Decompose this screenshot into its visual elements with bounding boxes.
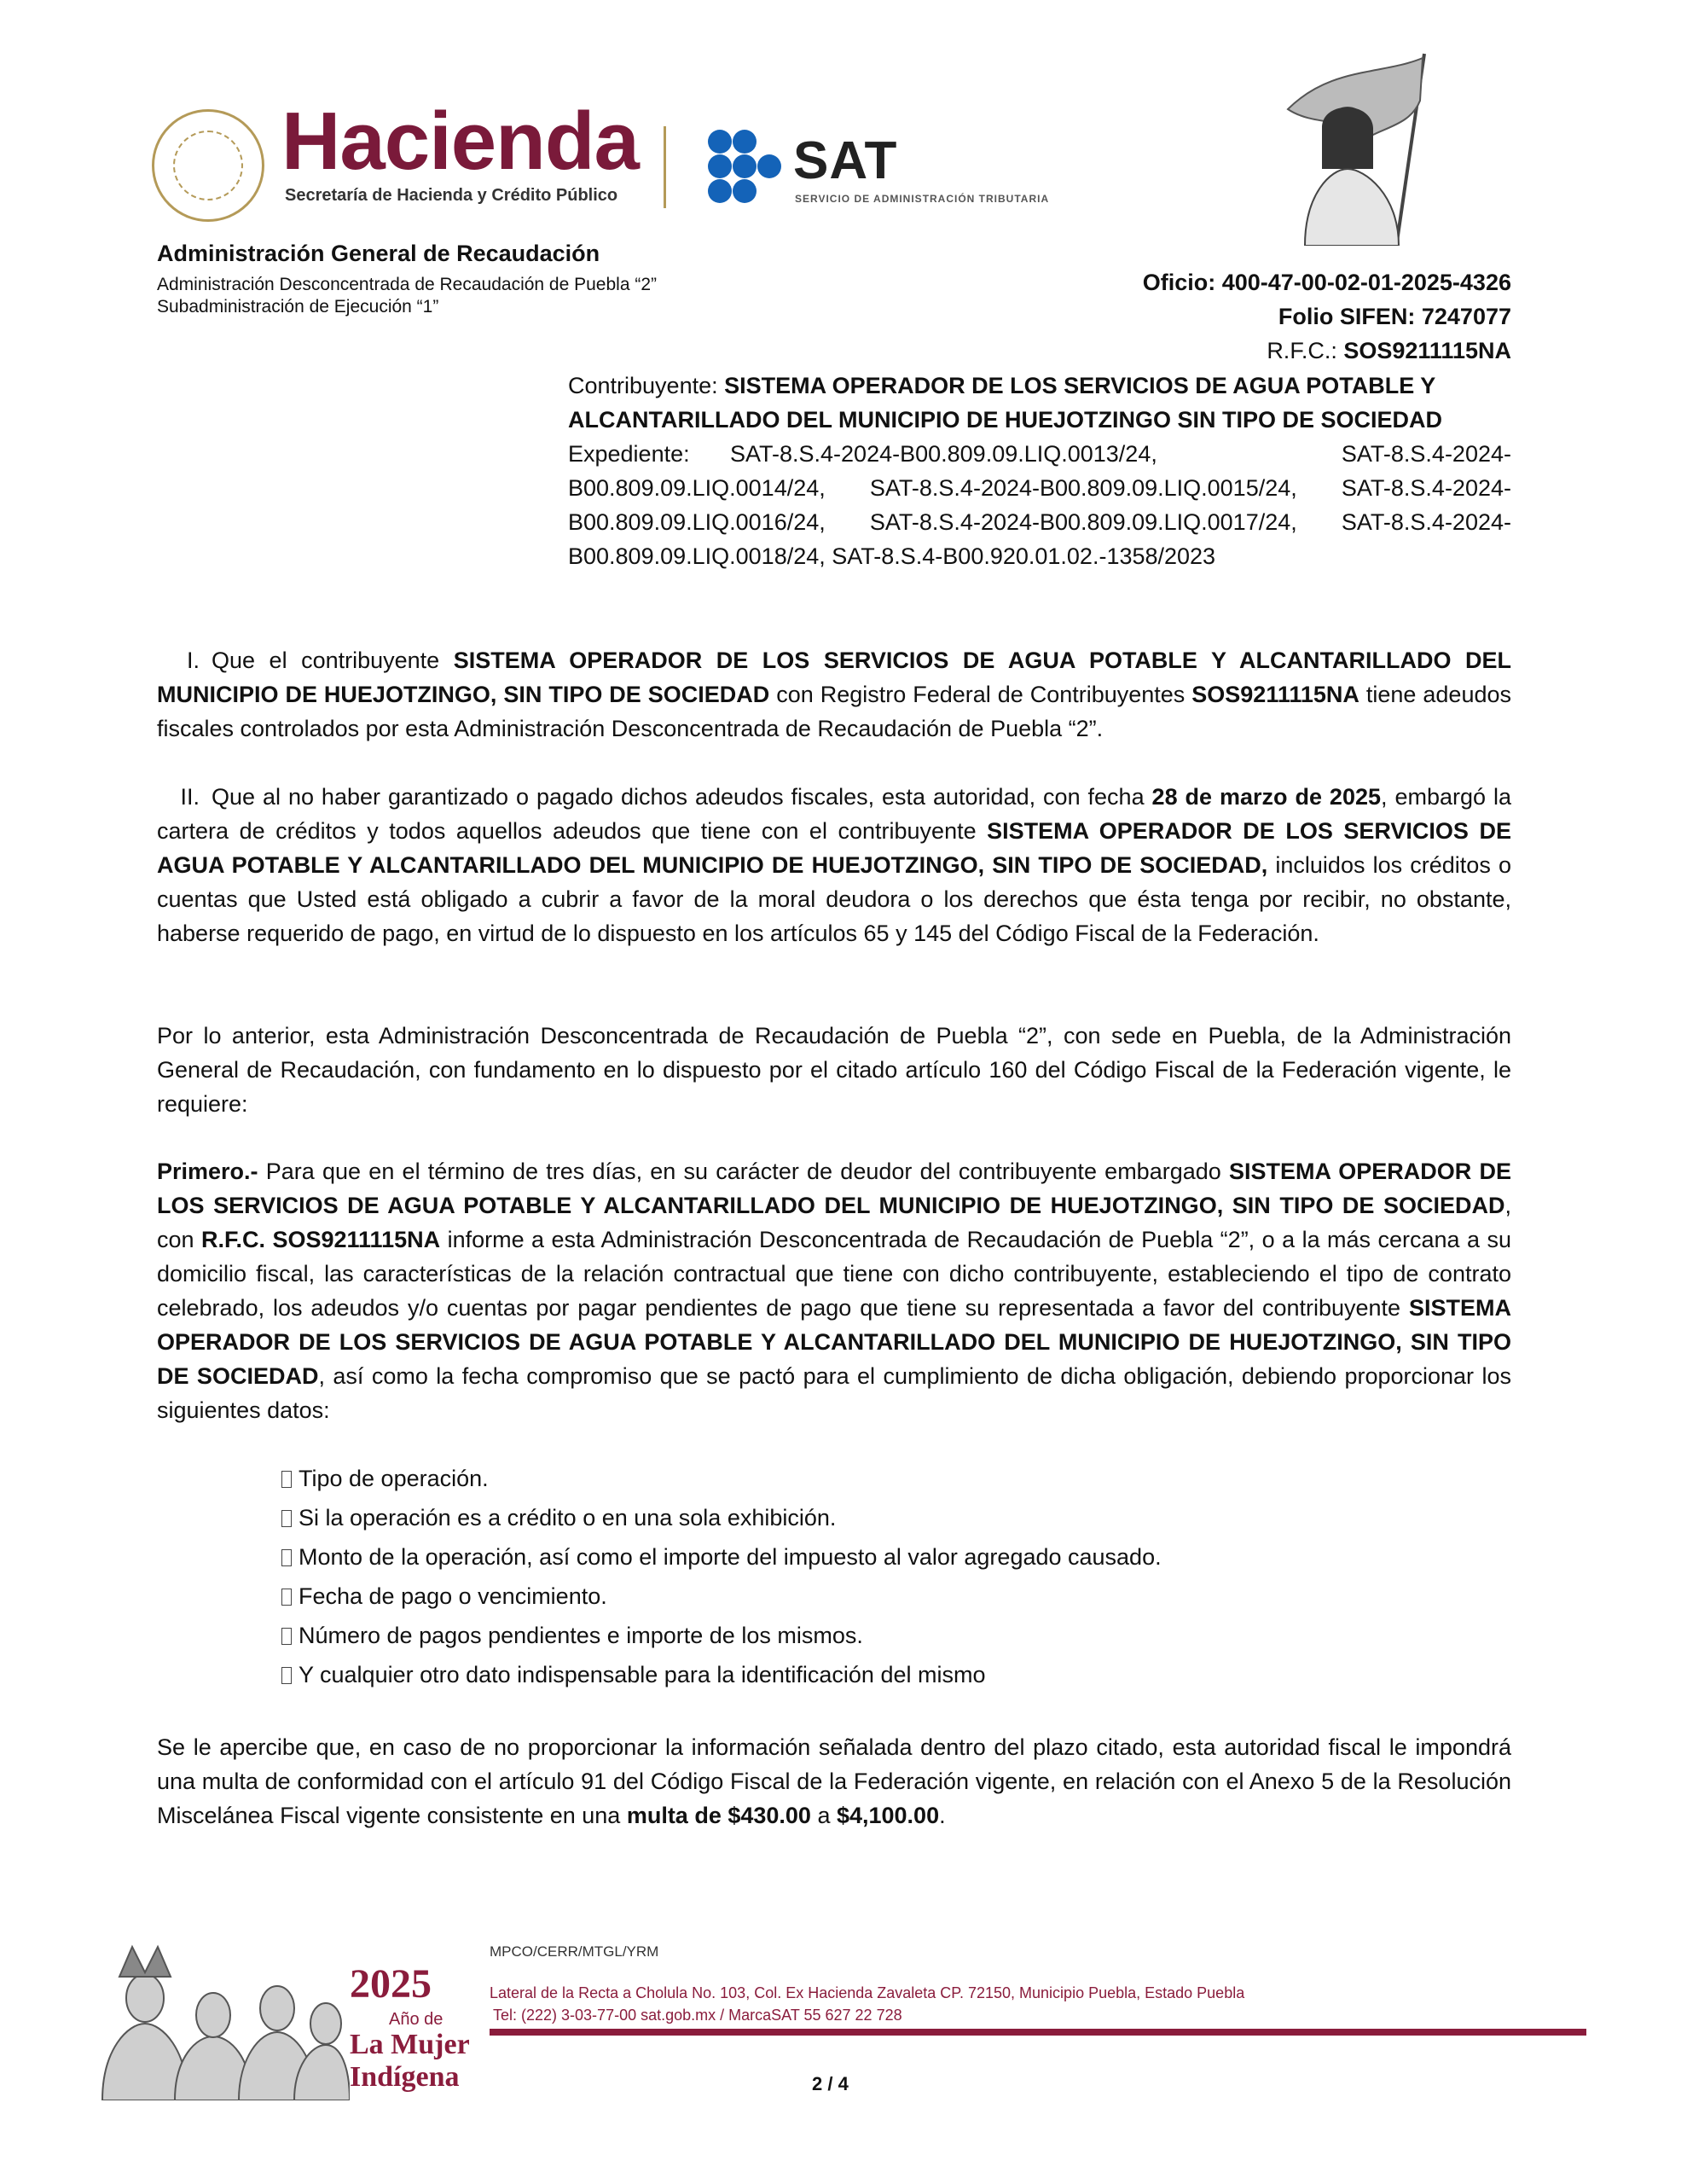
woman-with-flag-illustration bbox=[1254, 49, 1450, 246]
admin-subline-1: Administración Desconcentrada de Recaudación de Puebla “2” bbox=[157, 275, 658, 294]
paragraph-warning: Se le apercibe que, en caso de no proporcionar la información señalada dentro del plazo citado, esta autoridad fiscal le impondrá una multa de conformidad con el artículo 91 del Código Fiscal de la Federación vigente, en relación con el Anexo 5 de la Resolución Miscelánea Fiscal vigente consistente en una multa de $430.00 a $4,100.00. bbox=[157, 1734, 1511, 1828]
footer-address: Lateral de la Recta a Cholula No. 103, Col. Ex Hacienda Zavaleta CP. 72150, Municipio Puebla, Estado Puebla bbox=[490, 1984, 1245, 2001]
paragraph-i: I. Que el contribuyente SISTEMA OPERADOR DE LOS SERVICIOS DE AGUA POTABLE Y ALCANTARILLADO DEL MUNICIPIO DE HUEJOTZINGO, SIN TIPO DE SOCIEDAD con Registro Federal de Contribuyentes SOS9211115NA tiene adeudos fiscales controlados por esta Administración Desconcentrada de Recaudación de Puebla “2”. bbox=[157, 643, 1511, 746]
paragraph-number: II. bbox=[180, 784, 200, 810]
bullet-box-icon bbox=[281, 1628, 292, 1645]
admin-title: Administración General de Recaudación bbox=[157, 241, 600, 266]
year-caption-line-1: Año de bbox=[389, 2010, 443, 2029]
expediente-label: Expediente: bbox=[568, 441, 690, 467]
expediente-value: SAT-8.S.4-2024-B00.809.09.LIQ.0013/24, SAT-8.S.4-2024-B00.809.09.LIQ.0014/24, SAT-8.S.4-2024-B00.809.09.LIQ.0015/24, SAT-8.S.4-2024-B00.809.09.LIQ.0016/24, SAT-8.S.4-2024-B00.809.09.LIQ.0017/24, SAT-8.S.4-2024-B00.809.09.LIQ.0018/24, SAT-8.S.4-B00.920.01.02.-1358/2023 bbox=[568, 441, 1511, 569]
rfc-line bbox=[1267, 338, 1511, 364]
required-data-list bbox=[281, 1459, 1162, 1694]
list-item: Y cualquier otro dato indispensable para la identificación del mismo bbox=[281, 1655, 1162, 1694]
expediente-block bbox=[568, 437, 1511, 573]
list-item: Número de pagos pendientes e importe de los mismos. bbox=[281, 1616, 1162, 1655]
year-caption-line-2: La Mujer bbox=[350, 2029, 470, 2060]
rfc-value: SOS9211115NA bbox=[1343, 338, 1511, 363]
bullet-box-icon bbox=[281, 1667, 292, 1684]
sat-logo-subtitle: SERVICIO DE ADMINISTRACIÓN TRIBUTARIA bbox=[795, 193, 1050, 205]
bullet-box-icon bbox=[281, 1510, 292, 1527]
page-number: 2 / 4 bbox=[812, 2073, 849, 2094]
author-initials: MPCO/CERR/MTGL/YRM bbox=[490, 1943, 659, 1960]
contribuyente-block bbox=[568, 369, 1511, 437]
sat-logo-text: SAT bbox=[793, 131, 898, 190]
sat-dots-logo bbox=[706, 128, 783, 205]
paragraph-requirement: Por lo anterior, esta Administración Desconcentrada de Recaudación de Puebla “2”, con sede en Puebla, de la Administración General de Recaudación, con fundamento en lo dispuesto por el citado artículo 160 del Código Fiscal de la Federación vigente, le requiere: bbox=[157, 1023, 1511, 1117]
oficio-number: Oficio: 400-47-00-02-01-2025-4326 bbox=[1142, 270, 1511, 295]
admin-subline-2: Subadministración de Ejecución “1” bbox=[157, 297, 439, 317]
paragraph-number: I. bbox=[186, 648, 200, 673]
hacienda-logo-text: Hacienda bbox=[281, 96, 639, 187]
paragraph-ii: II. Que al no haber garantizado o pagado dichos adeudos fiscales, esta autoridad, con fecha 28 de marzo de 2025, embargó la cartera de créditos y todos aquellos adeudos que tiene con el contribuyente SISTEMA OPERADOR DE LOS SERVICIOS DE AGUA POTABLE Y ALCANTARILLADO DEL MUNICIPIO DE HUEJOTZINGO, SIN TIPO DE SOCIEDAD, incluidos los créditos o cuentas que Usted está obligado a cubrir a favor de la moral deudora o los derechos que ésta tenga por recibir, no obstante, haberse requerido de pago, en virtud de lo dispuesto en los artículos 65 y 145 del Código Fiscal de la Federación. bbox=[157, 780, 1511, 950]
list-item: Si la operación es a crédito o en una sola exhibición. bbox=[281, 1498, 1162, 1537]
list-item: Monto de la operación, así como el importe del impuesto al valor agregado causado. bbox=[281, 1537, 1162, 1577]
logo-divider bbox=[664, 126, 666, 208]
bullet-box-icon bbox=[281, 1589, 292, 1606]
contribuyente-label: Contribuyente: bbox=[568, 373, 725, 398]
footer-divider-bar bbox=[490, 2029, 1586, 2036]
indigenous-women-illustration bbox=[94, 1930, 350, 2100]
mexico-seal-logo bbox=[152, 109, 264, 222]
bullet-box-icon bbox=[281, 1549, 292, 1566]
folio-sifen: Folio SIFEN: 7247077 bbox=[1278, 304, 1511, 329]
list-item: Tipo de operación. bbox=[281, 1459, 1162, 1498]
paragraph-primero: Primero.- Para que en el término de tres días, en su carácter de deudor del contribuyente embargado SISTEMA OPERADOR DE LOS SERVICIOS DE AGUA POTABLE Y ALCANTARILLADO DEL MUNICIPIO DE HUEJOTZINGO, SIN TIPO DE SOCIEDAD, con R.F.C. SOS9211115NA informe a esta Administración Desconcentrada de Recaudación de Puebla “2”, o a la más cercana a su domicilio fiscal, las características de la relación contractual que tiene con dicho contribuyente, estableciendo el tipo de contrato celebrado, los adeudos y/o cuentas por pagar pendientes de pago que tiene su representada a favor del contribuyente SISTEMA OPERADOR DE LOS SERVICIOS DE AGUA POTABLE Y ALCANTARILLADO DEL MUNICIPIO DE HUEJOTZINGO, SIN TIPO DE SOCIEDAD, así como la fecha compromiso que se pactó para el cumplimiento de dicha obligación, debiendo proporcionar los siguientes datos: bbox=[157, 1159, 1511, 1423]
footer-contact: Tel: (222) 3-03-77-00 sat.gob.mx / MarcaSAT 55 627 22 728 bbox=[493, 2007, 902, 2024]
rfc-label: R.F.C.: bbox=[1267, 338, 1344, 363]
contribuyente-value: SISTEMA OPERADOR DE LOS SERVICIOS DE AGUA POTABLE Y ALCANTARILLADO DEL MUNICIPIO DE HUEJOTZINGO SIN TIPO DE SOCIEDAD bbox=[568, 373, 1443, 433]
list-item: Fecha de pago o vencimiento. bbox=[281, 1577, 1162, 1616]
year-caption-line-3: Indígena bbox=[350, 2061, 460, 2093]
bullet-box-icon bbox=[281, 1471, 292, 1488]
hacienda-logo-subtitle: Secretaría de Hacienda y Crédito Público bbox=[285, 186, 618, 205]
year-2025-text: 2025 bbox=[350, 1961, 432, 2007]
